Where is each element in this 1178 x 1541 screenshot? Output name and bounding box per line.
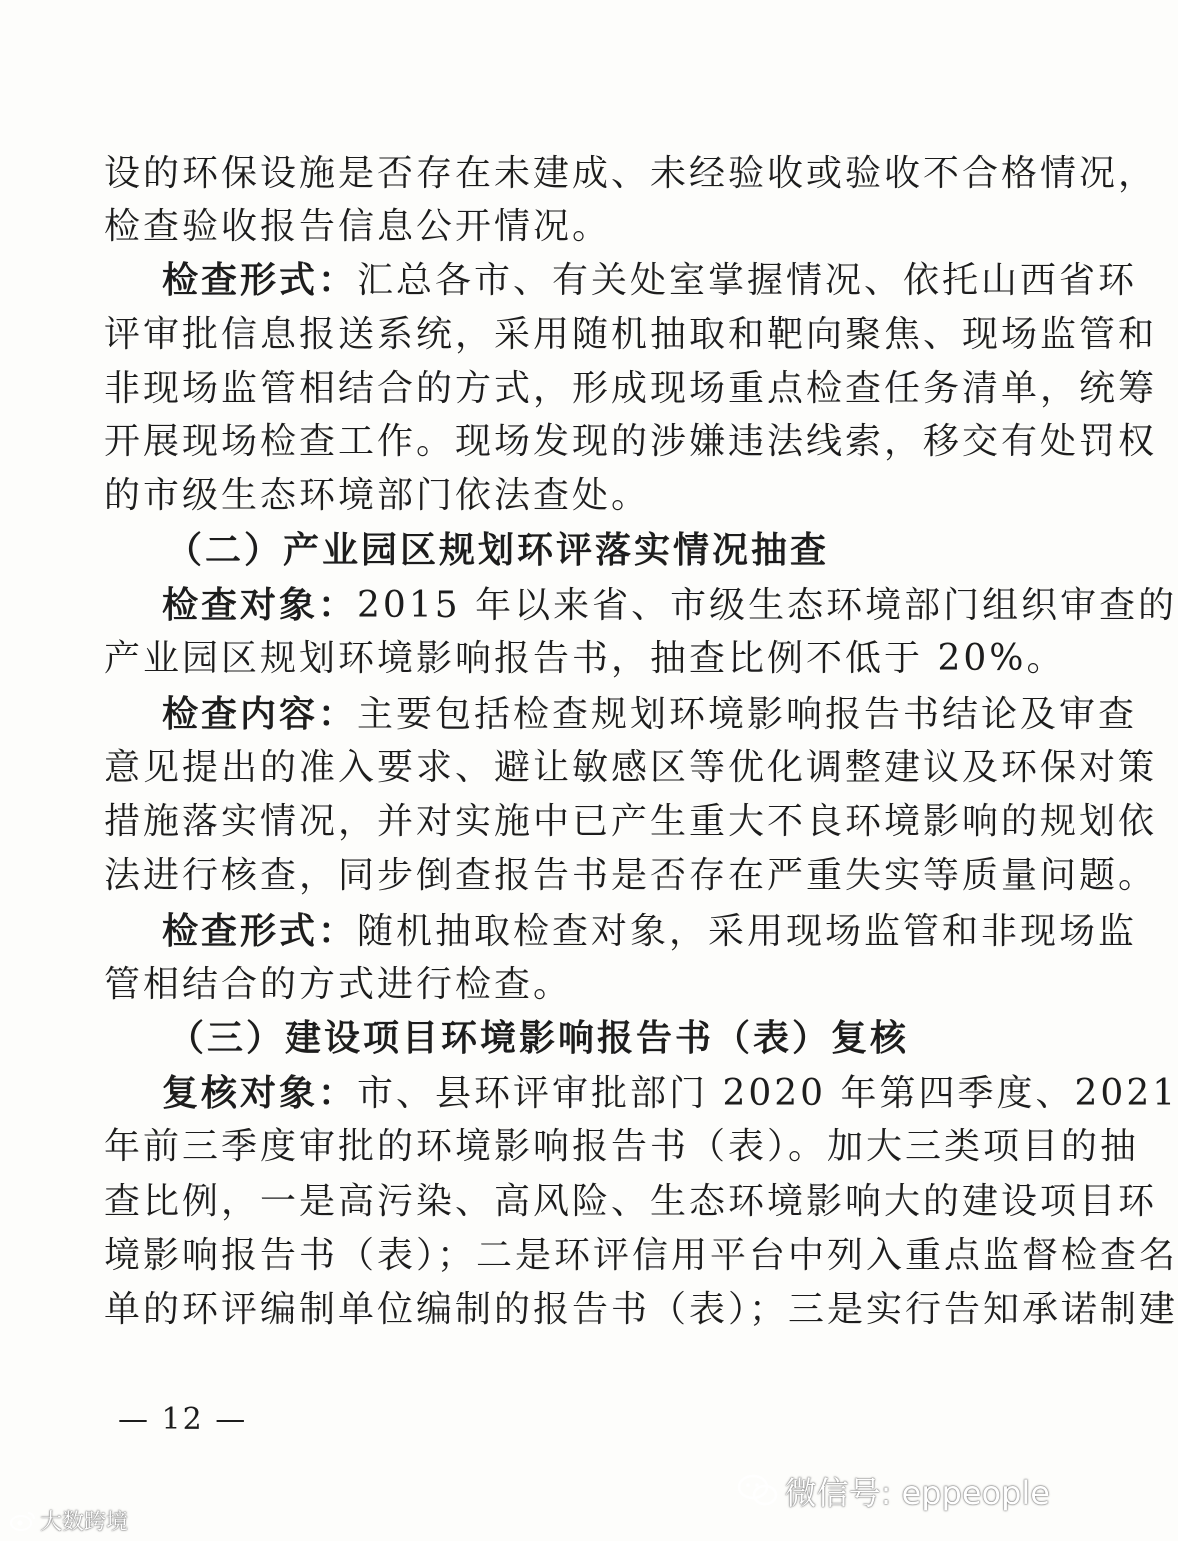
paragraph-lead: 检查内容：	[162, 693, 358, 735]
wechat-icon	[737, 1473, 779, 1509]
body-text-line: 评审批信息报送系统，采用随机抽取和靶向聚焦、现场监管和	[104, 314, 1158, 355]
body-text-line: 检查形式：汇总各市、有关处室掌握情况、依托山西省环	[162, 259, 1138, 301]
body-text-line: 查比例，一是高污染、高风险、生态环境影响大的建设项目环	[104, 1181, 1158, 1222]
body-text-line: 复核对象：市、县环评审批部门 2020 年第四季度、2021	[162, 1072, 1178, 1114]
paragraph-lead: 检查形式：	[162, 259, 358, 301]
body-text-line: 管相结合的方式进行检查。	[104, 964, 573, 1005]
section-heading: （三）建设项目环境影响报告书（表）复核	[168, 1017, 910, 1059]
weibo-watermark	[10, 1505, 128, 1536]
page-number: — 12 —	[118, 1402, 248, 1437]
body-text-line: 法进行核查，同步倒查报告书是否存在严重失实等质量问题。	[104, 855, 1158, 896]
section-heading: （二）产业园区规划环评落实情况抽查	[166, 529, 830, 571]
wechat-watermark	[737, 1468, 1050, 1514]
body-text-line: 境影响报告书（表）；二是环评信用平台中列入重点监督检查名	[104, 1235, 1178, 1276]
body-text-line: 检查形式：随机抽取检查对象，采用现场监管和非现场监	[162, 910, 1138, 952]
paragraph-lead: 检查形式：	[162, 910, 358, 952]
body-text-line: 非现场监管相结合的方式，形成现场重点检查任务清单，统筹	[104, 368, 1158, 409]
body-text-line: 检查对象：2015 年以来省、市级生态环境部门组织审查的	[162, 584, 1178, 626]
body-text-line: 产业园区规划环境影响报告书，抽查比例不低于 20%。	[104, 638, 1066, 679]
watermark-text: 大数跨境	[40, 1510, 129, 1535]
paragraph-lead: 复核对象：	[162, 1072, 358, 1114]
weibo-icon	[10, 1510, 36, 1532]
body-text-line: 年前三季度审批的环境影响报告书（表）。加大三类项目的抽	[104, 1126, 1140, 1167]
body-text-line: 的市级生态环境部门依法查处。	[104, 475, 651, 516]
watermark-text: 微信号: eppeople	[784, 1474, 1050, 1512]
body-text-line: 开展现场检查工作。现场发现的涉嫌违法线索，移交有处罚权	[104, 421, 1158, 462]
body-text-line: 单的环评编制单位编制的报告书（表）；三是实行告知承诺制建	[104, 1289, 1178, 1330]
body-text-line: 检查内容：主要包括检查规划环境影响报告书结论及审查	[162, 693, 1138, 735]
body-text-line: 设的环保设施是否存在未建成、未经验收或验收不合格情况，	[104, 153, 1158, 194]
body-text-line: 意见提出的准入要求、避让敏感区等优化调整建议及环保对策	[104, 747, 1158, 788]
body-text-line: 检查验收报告信息公开情况。	[104, 206, 612, 247]
body-text-line: 措施落实情况，并对实施中已产生重大不良环境影响的规划依	[104, 801, 1158, 842]
paragraph-lead: 检查对象：	[162, 584, 358, 626]
